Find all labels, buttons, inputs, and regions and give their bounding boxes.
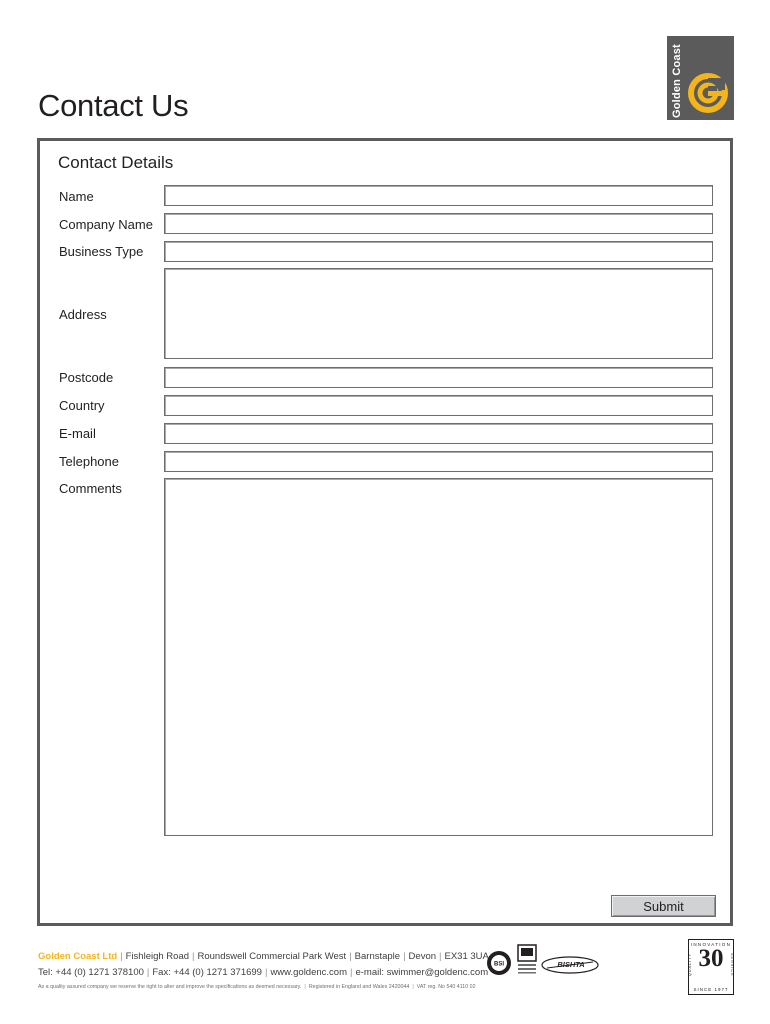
brand-name: Golden Coast	[671, 44, 683, 118]
postcode-input[interactable]	[164, 367, 713, 388]
submit-button[interactable]: Submit	[611, 895, 716, 917]
footer-address: Golden Coast Ltd | Fishleigh Road | Roundswell Commercial Park West | Barnstaple | Devon | EX31 3UA	[38, 951, 489, 962]
bsi-badge-icon	[486, 950, 512, 976]
section-title: Contact Details	[58, 153, 174, 172]
anniversary-number: 30	[698, 945, 724, 972]
email-input[interactable]	[164, 423, 713, 444]
footer-tel: Tel: +44 (0) 1271 378100	[38, 967, 144, 978]
email-label: E-mail	[59, 426, 96, 441]
company-name-input[interactable]	[164, 213, 713, 234]
bishta-badge-icon	[541, 955, 599, 975]
footer-email-link[interactable]: e-mail: swimmer@goldenc.com	[355, 967, 489, 978]
footer-contact: Tel: +44 (0) 1271 378100 | Fax: +44 (0) 1271 371699 | www.goldenc.com | e-mail: swimmer@goldenc.com	[38, 967, 489, 978]
footer-vat: VAT reg. No 540 4110 02	[416, 984, 476, 990]
page-title: Contact Us	[38, 88, 189, 123]
quality-badge-icon	[516, 944, 538, 974]
footer-website-link[interactable]: www.goldenc.com	[270, 967, 347, 978]
footer-company-name: Golden Coast Ltd	[38, 951, 118, 962]
footer-road: Fishleigh Road	[125, 951, 190, 962]
telephone-label: Telephone	[59, 454, 119, 469]
business-type-label: Business Type	[59, 244, 144, 259]
postcode-label: Postcode	[59, 370, 114, 385]
anniversary-right-text: SERVICE	[730, 953, 734, 977]
comments-textarea[interactable]	[164, 478, 713, 836]
business-type-input[interactable]	[164, 241, 713, 262]
footer-town: Barnstaple	[354, 951, 401, 962]
footer-park: Roundswell Commercial Park West	[197, 951, 347, 962]
anniversary-bottom-text: SINCE 1977	[693, 987, 729, 992]
bsi-badge-text: BSI	[493, 961, 505, 968]
name-input[interactable]	[164, 185, 713, 206]
address-textarea[interactable]	[164, 268, 713, 359]
footer-fax: Fax: +44 (0) 1271 371699	[152, 967, 262, 978]
comments-label: Comments	[59, 481, 122, 496]
company-name-label: Company Name	[59, 217, 153, 232]
footer-registration: Registered in England and Wales 2420044	[308, 984, 410, 990]
name-label: Name	[59, 189, 94, 204]
address-label: Address	[59, 307, 107, 322]
telephone-input[interactable]	[164, 451, 713, 472]
brand-logo-panel	[667, 36, 734, 120]
anniversary-top-text: INNOVATION	[690, 942, 732, 947]
footer-county: Devon	[408, 951, 437, 962]
footer-legal: As a quality assured company we reserve the right to alter and improve the specifications as deemed necessary. | Registered in England and Wales 2420044 | VAT reg. No 540 4110 02	[38, 984, 476, 990]
footer-legal-notice: As a quality assured company we reserve the right to alter and improve the specifications as deemed necessary.	[38, 984, 302, 990]
footer-postcode: EX31 3UA	[444, 951, 489, 962]
country-input[interactable]	[164, 395, 713, 416]
country-label: Country	[59, 398, 105, 413]
bishta-badge-text: BISHTA	[557, 960, 585, 969]
golden-coast-logo-icon	[687, 72, 729, 114]
anniversary-left-text: QUALITY	[688, 953, 692, 977]
anniversary-badge	[688, 939, 734, 995]
